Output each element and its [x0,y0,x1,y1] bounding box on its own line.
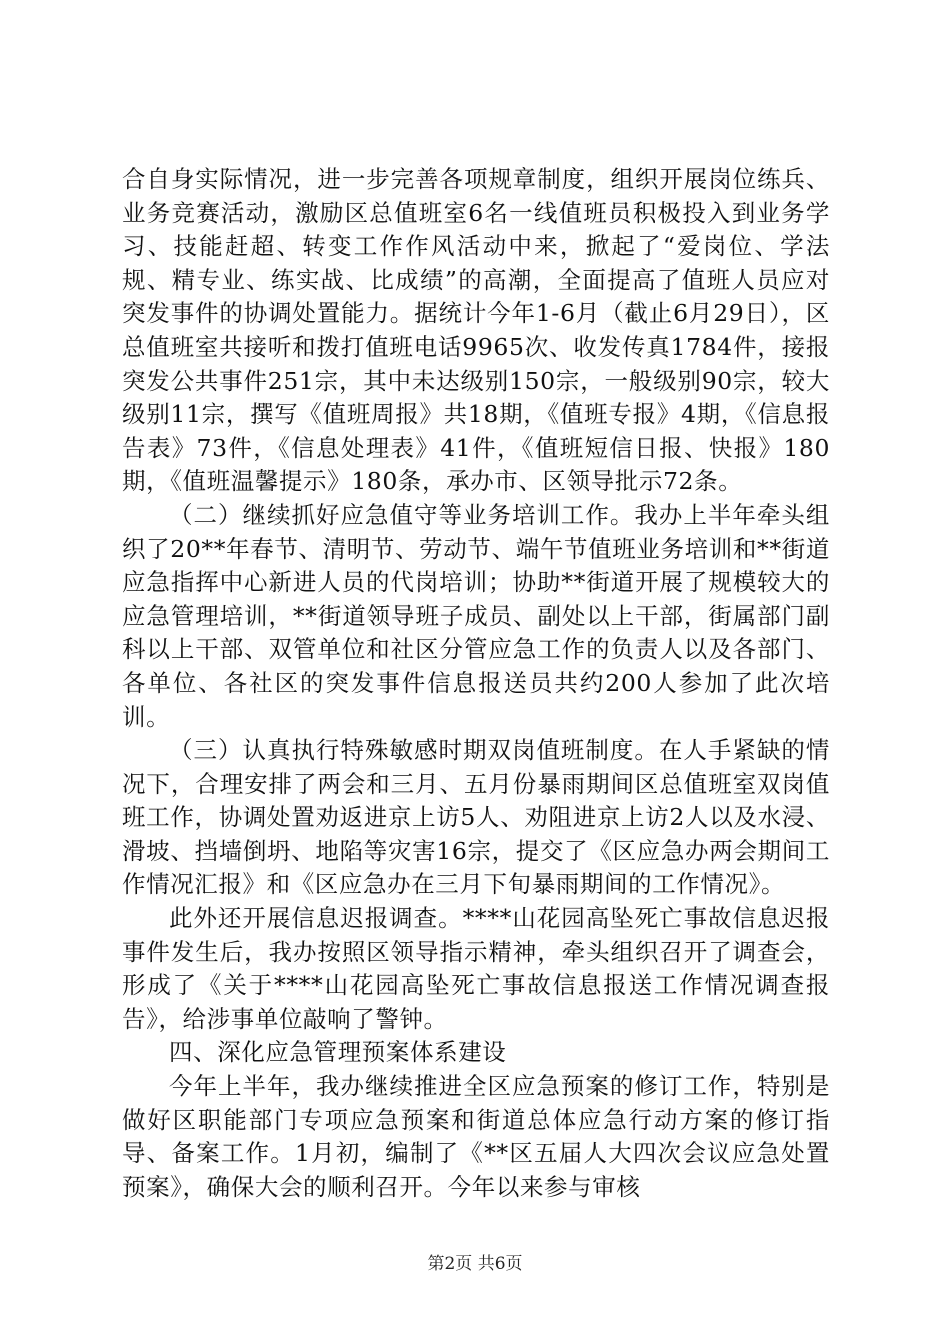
page-footer: 第2页 共6页 [427,1254,523,1274]
document-body [122,163,830,1204]
paragraph-2: （二）继续抓好应急值守等业务培训工作。我办上半年牵头组织了20**年春节、清明节、劳动节、端午节值班业务培训和**街道应急指挥中心新进人员的代岗培训；协助**街道开展了规模较大的应急管理培训，**街道领导班子成员、副处以上干部，街属部门副科以上干部、双管单位和社区分管应急工作的负责人以及各部门、各单位、各社区的突发事件信息报送员共约200人参加了此次培训。 [122,500,830,731]
paragraph-1: 合自身实际情况，进一步完善各项规章制度，组织开展岗位练兵、业务竞赛活动，激励区总值班室6名一线值班员积极投入到业务学习、技能赶超、转变工作作风活动中来，掀起了“爱岗位、学法规、精专业、练实战、比成绩”的高潮，全面提高了值班人员应对突发事件的协调处置能力。据统计今年1-6月（截止6月29日），区总值班室共接听和拨打值班电话9965次、收发传真1784件，接报突发公共事件251宗，其中未达级别150宗，一般级别90宗，较大级别11宗，撰写《值班周报》共18期，《值班专报》4期，《信息报告表》73件，《信息处理表》41件，《值班短信日报、快报》180期，《值班温馨提示》180条，承办市、区领导批示72条。 [122,165,830,496]
paragraph-3: （三）认真执行特殊敏感时期双岗值班制度。在人手紧缺的情况下，合理安排了两会和三月、五月份暴雨期间区总值班室双岗值班工作，协调处置劝返进京上访5人、劝阻进京上访2人以及水浸、滑坡、挡墙倒坍、地陷等灾害16宗，提交了《区应急办两会期间工作情况汇报》和《区应急办在三月下旬暴雨期间的工作情况》。 [122,736,830,899]
section-heading: 四、深化应急管理预案体系建设 [169,1038,507,1067]
paragraph-5: 今年上半年，我办继续推进全区应急预案的修订工作，特别是做好区职能部门专项应急预案和街道总体应急行动方案的修订指导、备案工作。1月初，编制了《**区五届人大四次会议应急处置预案》，确保大会的顺利召开。今年以来参与审核 [122,1072,830,1201]
paragraph-4: 此外还开展信息迟报调查。****山花园高坠死亡事故信息迟报事件发生后，我办按照区领导指示精神，牵头组织召开了调查会，形成了《关于****山花园高坠死亡事故信息报送工作情况调查报告》，给涉事单位敲响了警钟。 [122,904,830,1033]
